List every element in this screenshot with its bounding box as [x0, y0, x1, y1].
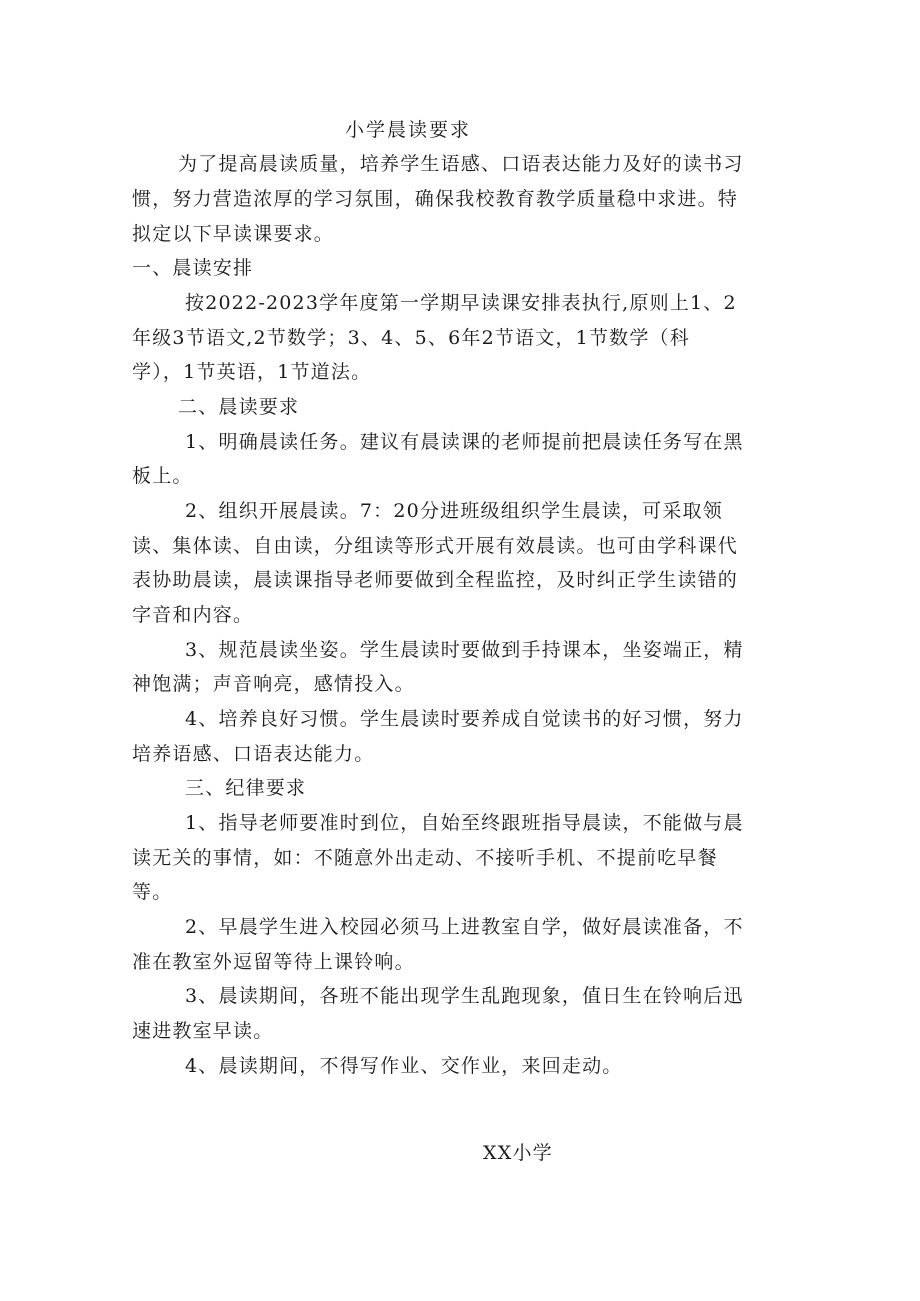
list-item-line: 1、指导老师要准时到位，自始至终跟班指导晨读，不能做与晨 — [185, 812, 744, 834]
list-item-line: 神饱满；声音响亮，感情投入。 — [132, 673, 415, 695]
list-item-line: 字音和内容。 — [132, 604, 254, 626]
paragraph-line: 年级3节语文,2节数学；3、4、5、6年2节语文，1节数学（科 — [132, 327, 690, 349]
intro-line: 惯，努力营造浓厚的学习氛围，确保我校教育教学质量稳中求进。特 — [132, 188, 739, 210]
section-heading: 一、晨读安排 — [132, 257, 254, 279]
list-item-line: 4、培养良好习惯。学生晨读时要养成自觉读书的好习惯，努力 — [185, 708, 744, 730]
signature: XX小学 — [483, 1142, 553, 1164]
section-heading: 二、晨读要求 — [178, 396, 300, 418]
list-item-line: 表协助晨读，晨读课指导老师要做到全程监控，及时纠正学生读错的 — [132, 569, 739, 591]
list-item-line: 1、明确晨读任务。建议有晨读课的老师提前把晨读任务写在黑 — [185, 431, 744, 453]
list-item-line: 3、晨读期间，各班不能出现学生乱跑现象，值日生在铃响后迅 — [185, 985, 744, 1007]
paragraph-line: 按2022-2023学年度第一学期早读课安排表执行,原则上1、2 — [185, 292, 737, 314]
list-item-line: 读、集体读、自由读，分组读等形式开展有效晨读。也可由学科课代 — [132, 535, 739, 557]
list-item-line: 4、晨读期间，不得写作业、交作业，来回走动。 — [185, 1055, 623, 1077]
page-title: 小学晨读要求 — [345, 119, 472, 141]
list-item-line: 准在教室外逗留等待上课铃响。 — [132, 951, 415, 973]
list-item-line: 2、早晨学生进入校园必须马上进教室自学，做好晨读准备，不 — [185, 916, 744, 938]
list-item-line: 等。 — [132, 881, 173, 903]
list-item-line: 板上。 — [132, 465, 193, 487]
list-item-line: 2、组织开展晨读。7：20分进班级组织学生晨读，可采取领 — [185, 500, 723, 522]
intro-line: 拟定以下早读课要求。 — [132, 223, 335, 245]
list-item-line: 培养语感、口语表达能力。 — [132, 743, 375, 765]
intro-line: 为了提高晨读质量，培养学生语感、口语表达能力及好的读书习 — [178, 153, 744, 175]
section-heading: 三、纪律要求 — [185, 777, 307, 799]
list-item-line: 读无关的事情，如：不随意外出走动、不接听手机、不提前吃早餐 — [132, 847, 718, 869]
paragraph-line: 学），1节英语，1节道法。 — [132, 361, 372, 383]
list-item-line: 3、规范晨读坐姿。学生晨读时要做到手持课本，坐姿端正，精 — [185, 639, 744, 661]
list-item-line: 速进教室早读。 — [132, 1020, 274, 1042]
